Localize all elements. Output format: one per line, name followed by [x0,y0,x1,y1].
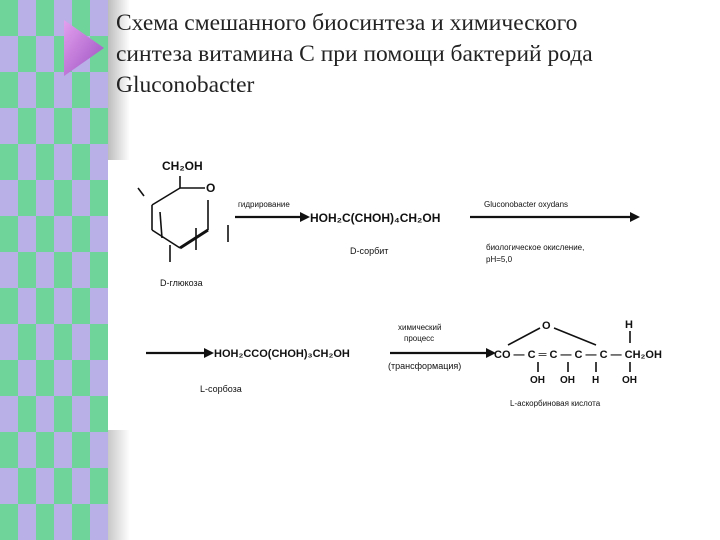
checker-tile [36,108,54,126]
checker-tile [18,432,36,450]
checker-tile [18,396,36,414]
checker-tile [18,144,36,162]
checker-tile [54,468,72,486]
checker-tile [18,0,36,18]
checker-tile [54,90,72,108]
checker-tile [18,36,36,54]
checker-tile [0,18,18,36]
checker-tile [72,216,90,234]
checker-tile [18,108,36,126]
checker-tile [90,270,108,288]
substituent-bond-2 [138,188,144,196]
checker-tile [36,306,54,324]
ascorbic-oh-1: OH [530,375,545,386]
ascorbic-oh-3: OH [622,375,637,386]
ring-bond-left-top [152,188,180,205]
oxidase-label: Gluconobacter oxydans [484,200,569,209]
checker-tile [0,72,18,90]
checker-tile [36,90,54,108]
checker-tile [54,270,72,288]
checker-tile [54,198,72,216]
checker-tile [72,288,90,306]
checker-tile [18,342,36,360]
checker-tile [72,198,90,216]
title-line-1: Схема смешанного биосинтеза и химического [116,10,578,36]
checker-tile [0,108,18,126]
checker-tile [54,216,72,234]
checker-tile [54,486,72,504]
checker-tile [0,180,18,198]
checker-tile [0,234,18,252]
checker-tile [36,360,54,378]
checker-tile [0,432,18,450]
checker-tile [36,72,54,90]
checker-tile [0,198,18,216]
checker-tile [54,252,72,270]
checker-tile [18,522,36,540]
checker-tile [72,252,90,270]
checker-tile [0,396,18,414]
slide-title [116,8,706,101]
checker-tile [54,144,72,162]
ascorbic-h: H [592,375,600,386]
ring-bond-left-bottom [152,230,180,248]
checker-tile [36,36,54,54]
checker-tile [36,216,54,234]
checker-tile [0,270,18,288]
checker-tile [90,306,108,324]
checker-tile [90,198,108,216]
checker-tile [54,324,72,342]
checker-tile [36,198,54,216]
checker-tile [36,270,54,288]
checker-tile [72,270,90,288]
checker-tile [90,90,108,108]
checker-tile [0,288,18,306]
checker-tile [36,450,54,468]
checker-tile [36,396,54,414]
checker-tile [0,144,18,162]
checker-tile [36,504,54,522]
checker-tile [0,54,18,72]
checker-tile [54,450,72,468]
checker-tile [36,324,54,342]
checker-tile [18,486,36,504]
title-line-2: синтеза витамина С при помощи бактерий рода [116,41,593,67]
checker-tile [36,18,54,36]
checker-tile [54,396,72,414]
checker-tile [18,126,36,144]
checker-tile [90,342,108,360]
substituent-bond-1 [160,212,162,238]
checker-tile [72,360,90,378]
sorbose-label: L-сорбоза [200,384,242,394]
chemical-process-line-2: процесс [404,334,435,343]
checker-tile [0,378,18,396]
ascorbic-oh-2: OH [560,375,575,386]
checker-tile [0,468,18,486]
checker-tile [90,324,108,342]
checker-tile [36,54,54,72]
checker-tile [72,486,90,504]
checker-tile [18,216,36,234]
checker-tile [36,414,54,432]
checker-tile [36,486,54,504]
checker-tile [72,162,90,180]
checker-tile [72,90,90,108]
ascorbic-top-h: H [625,319,633,331]
checker-tile [90,144,108,162]
checker-tile [36,234,54,252]
checker-tile [90,0,108,18]
checker-tile [18,270,36,288]
checker-tile [0,360,18,378]
checker-tile [90,252,108,270]
checker-tile [18,54,36,72]
checker-tile [36,288,54,306]
checker-tile [54,360,72,378]
checker-tile [72,180,90,198]
checker-tile [0,342,18,360]
checker-tile [54,432,72,450]
checker-tile [54,108,72,126]
checker-tile [72,144,90,162]
checker-tile [72,396,90,414]
title-line-3: Gluconobacter [116,72,255,98]
checker-tile [0,324,18,342]
bio-oxidation-line-2: pH=5,0 [486,255,513,264]
checker-tile [72,0,90,18]
checker-tile [72,378,90,396]
checker-tile [18,360,36,378]
checker-tile [36,432,54,450]
checker-tile [90,450,108,468]
checker-tile [0,162,18,180]
checker-tile [90,486,108,504]
checker-tile [18,468,36,486]
sorbose-formula: HOH₂CCO(CHOH)₃CH₂OH [214,348,350,360]
ascorbic-ring-oxygen: O [542,320,551,332]
checker-tile [54,162,72,180]
checker-tile [36,378,54,396]
decorative-side-band [0,0,108,540]
checker-tile [72,306,90,324]
lactone-bond-left [508,328,540,345]
checker-tile [36,162,54,180]
checker-tile [36,0,54,18]
checker-tile [18,288,36,306]
checker-tile [90,378,108,396]
checker-tile [90,468,108,486]
arrowhead-3 [204,348,214,358]
checker-tile [72,414,90,432]
checker-tile [90,234,108,252]
checker-tile [0,522,18,540]
checker-tile [18,252,36,270]
checker-tile [72,432,90,450]
checker-tile [90,180,108,198]
checker-tile [36,522,54,540]
arrowhead-2 [630,212,640,222]
checker-tile [18,378,36,396]
checker-tile [0,90,18,108]
checker-tile [36,468,54,486]
checker-tile [0,126,18,144]
checker-tile [54,288,72,306]
checker-tile [90,126,108,144]
checker-tile [72,450,90,468]
checker-tile [90,522,108,540]
ascorbic-chain: CO — C ═ C — C — C — CH₂OH [494,349,662,361]
checker-tile [0,306,18,324]
checker-tile [36,342,54,360]
checker-tile [18,162,36,180]
checker-tile [90,432,108,450]
checker-tile [72,108,90,126]
checker-tile [18,504,36,522]
sorbitol-formula: HOH₂C(CHOH)₄CH₂OH [310,211,441,225]
checker-tile [54,126,72,144]
checker-tile [18,450,36,468]
band-shadow-bottom [108,430,130,540]
ch2oh-group: CH₂OH [162,159,203,173]
glucose-label: D-глюкоза [160,278,203,288]
checker-tile [36,180,54,198]
checker-tile [18,90,36,108]
arrowhead-1 [300,212,310,222]
checker-tile [0,486,18,504]
checker-tile [72,234,90,252]
ring-bond-bottom [180,230,208,248]
checker-tile [18,18,36,36]
triangle-bullet-icon [60,18,106,78]
checker-tile [18,180,36,198]
checker-tile [72,324,90,342]
checker-tile [18,198,36,216]
checker-tile [54,342,72,360]
checker-tile [90,504,108,522]
checker-tile [18,234,36,252]
checker-tile [90,288,108,306]
checker-tile [18,306,36,324]
checker-tile [72,522,90,540]
ascorbic-label: L-аскорбиновая кислота [510,399,601,408]
sorbitol-label: D-сорбит [350,246,389,256]
checker-tile [36,252,54,270]
checker-tile [90,360,108,378]
checker-tile [0,414,18,432]
checker-tile [54,414,72,432]
checker-tile [54,522,72,540]
checker-tile [72,504,90,522]
checker-tile [54,0,72,18]
checker-tile [18,414,36,432]
checker-tile [72,126,90,144]
synthesis-scheme-diagram [110,150,710,420]
transformation-label: (трансформация) [388,361,462,371]
checker-tile [18,72,36,90]
checker-tile [36,126,54,144]
checker-tile [0,36,18,54]
ring-oxygen: O [206,181,216,195]
checker-tile [0,450,18,468]
checker-tile [72,342,90,360]
checker-tile [18,324,36,342]
checker-tile [0,216,18,234]
checker-tile [54,504,72,522]
checker-tile [90,414,108,432]
checker-tile [0,0,18,18]
checker-tile [90,162,108,180]
checker-tile [72,468,90,486]
checker-tile [90,396,108,414]
lactone-bond-right [554,328,596,345]
checker-tile [36,144,54,162]
checker-tile [90,216,108,234]
checker-tile [54,306,72,324]
bio-oxidation-line-1: биологическое окисление, [486,243,585,252]
checker-pattern [0,0,108,540]
checker-tile [90,108,108,126]
checker-tile [0,504,18,522]
checker-tile [54,180,72,198]
checker-tile [0,252,18,270]
checker-tile [54,234,72,252]
chemical-process-line-1: химический [398,323,442,332]
hydrogenation-label: гидрирование [238,200,290,209]
checker-tile [54,378,72,396]
